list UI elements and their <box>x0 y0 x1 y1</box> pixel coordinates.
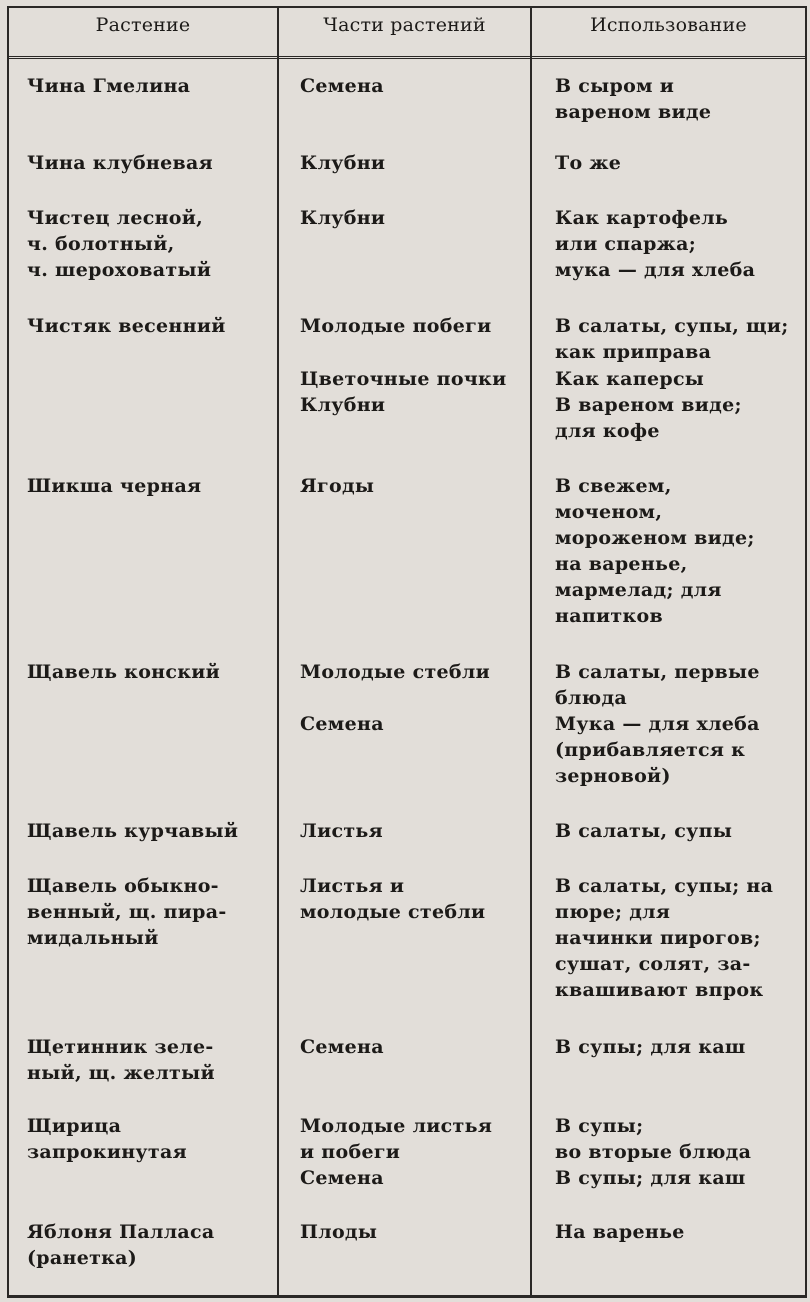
cell-parts: Листья <box>300 820 383 842</box>
header-usage: Использование <box>590 14 747 36</box>
cell-usage: Как каперсы В вареном виде; для кофе <box>555 368 742 442</box>
column-divider-2 <box>530 6 532 1298</box>
table-frame <box>7 6 807 1298</box>
cell-parts: Клубни <box>300 152 386 174</box>
cell-parts: Семена <box>300 1036 384 1058</box>
cell-usage: Как картофель или спаржа; мука — для хлеба <box>555 207 756 281</box>
cell-plant: Щавель конский <box>27 661 221 683</box>
cell-parts: Ягоды <box>300 475 375 497</box>
cell-usage: В салаты, супы, щи; как приправа <box>555 315 789 363</box>
cell-parts: Молодые побеги <box>300 315 492 337</box>
cell-usage: Мука — для хлеба (прибавляется к зерновой) <box>555 713 760 787</box>
cell-parts: Семена <box>300 75 384 97</box>
cell-usage: В сыром и вареном виде <box>555 75 712 123</box>
cell-plant: Чистец лесной, ч. болотный, ч. шероховатый <box>27 207 212 281</box>
cell-usage: То же <box>555 152 622 174</box>
cell-plant: Щавель обыкно- венный, щ. пира- мидальный <box>27 875 227 949</box>
cell-parts: Плоды <box>300 1221 378 1243</box>
cell-plant: Чина клубневая <box>27 152 213 174</box>
cell-plant: Чистяк весенний <box>27 315 226 337</box>
cell-usage: В супы; во вторые блюда В супы; для каш <box>555 1115 752 1189</box>
cell-plant: Щирица запрокинутая <box>27 1115 187 1163</box>
cell-usage: На варенье <box>555 1221 685 1243</box>
column-divider-1 <box>277 6 279 1298</box>
cell-usage: В супы; для каш <box>555 1036 746 1058</box>
cell-plant: Шикша черная <box>27 475 202 497</box>
cell-parts: Листья и молодые стебли <box>300 875 486 923</box>
cell-plant: Щетинник зеле- ный, щ. желтый <box>27 1036 215 1084</box>
cell-plant: Яблоня Палласа (ранетка) <box>27 1221 215 1269</box>
header-rule <box>7 56 807 62</box>
cell-usage: В салаты, супы; на пюре; для начинки пирогов; сушат, солят, за- квашивают впрок <box>555 875 774 1001</box>
header-parts: Части растений <box>323 14 486 36</box>
cell-usage: В салаты, супы <box>555 820 733 842</box>
column-divider-left <box>7 6 9 1298</box>
cell-plant: Чина Гмелина <box>27 75 191 97</box>
cell-usage: В свежем, моченом, мороженом виде; на варенье, мармелад; для напитков <box>555 475 755 627</box>
cell-parts: Молодые листья и побеги Семена <box>300 1115 493 1189</box>
cell-parts: Цветочные почки Клубни <box>300 368 507 416</box>
cell-parts: Молодые стебли <box>300 661 490 683</box>
header-plant: Растение <box>95 14 191 36</box>
cell-plant: Щавель курчавый <box>27 820 239 842</box>
cell-usage: В салаты, первые блюда <box>555 661 760 709</box>
column-divider-right <box>805 6 807 1298</box>
cell-parts: Семена <box>300 713 384 735</box>
cell-parts: Клубни <box>300 207 386 229</box>
